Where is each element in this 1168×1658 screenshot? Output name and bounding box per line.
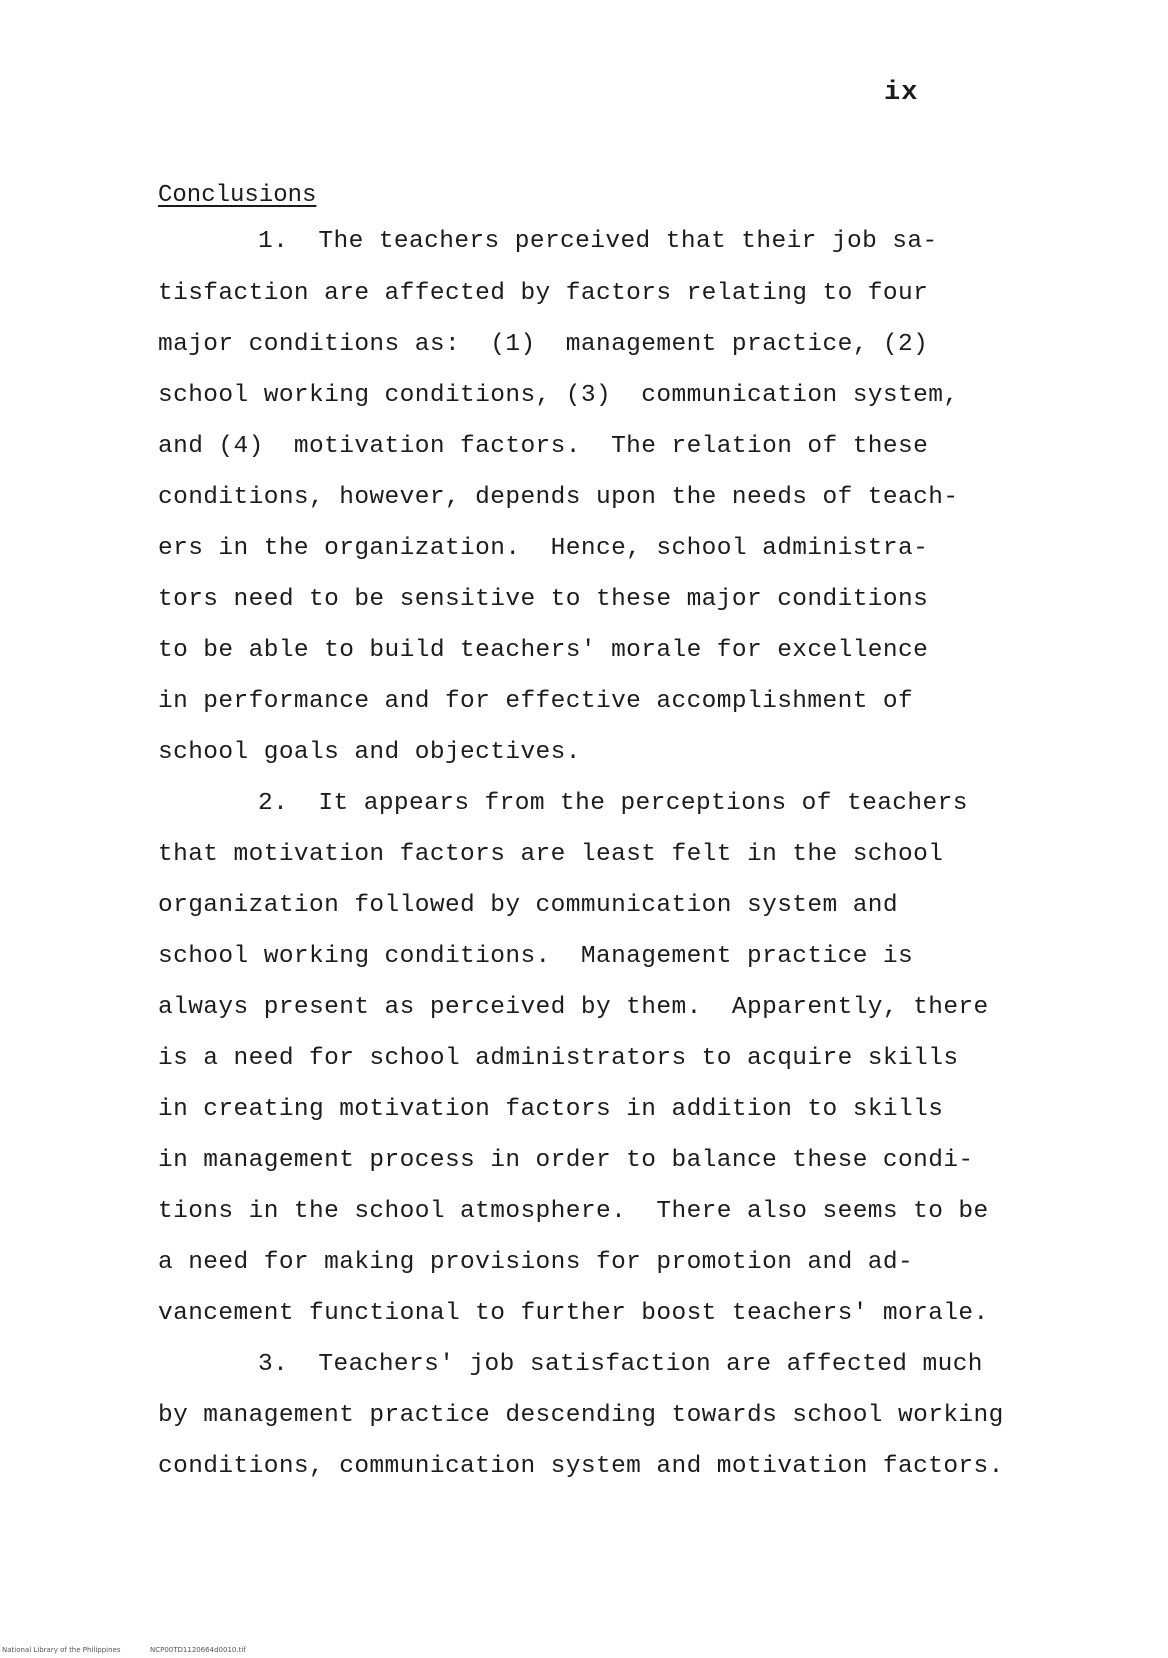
footer-library-name: National Library of the Philippines bbox=[2, 1646, 121, 1654]
paragraph-3-line-1: 3. Teachers' job satisfaction are affected much bbox=[258, 1351, 983, 1378]
paragraph-1-line-2: tisfaction are affected by factors relating to four bbox=[158, 280, 929, 307]
paragraph-1-line-3: major conditions as: (1) management practice, (2) bbox=[158, 331, 929, 358]
paragraph-1-line-9: to be able to build teachers' morale for excellence bbox=[158, 637, 929, 664]
paragraph-2-line-11: vancement functional to further boost teachers' morale. bbox=[158, 1300, 989, 1327]
paragraph-3-line-2: by management practice descending towards school working bbox=[158, 1402, 1004, 1429]
paragraph-2-line-2: that motivation factors are least felt in the school bbox=[158, 841, 944, 868]
paragraph-2-line-4: school working conditions. Management practice is bbox=[158, 943, 914, 970]
footer-file-id: NCP00TD1120664d0010.tif bbox=[150, 1646, 246, 1654]
paragraph-1-line-7: ers in the organization. Hence, school administra- bbox=[158, 535, 929, 562]
paragraph-2-line-6: is a need for school administrators to acquire skills bbox=[158, 1045, 959, 1072]
paragraph-1-line-11: school goals and objectives. bbox=[158, 739, 581, 766]
paragraph-1-line-8: tors need to be sensitive to these major conditions bbox=[158, 586, 929, 613]
paragraph-2-line-1: 2. It appears from the perceptions of teachers bbox=[258, 790, 968, 817]
paragraph-2-line-5: always present as perceived by them. Apparently, there bbox=[158, 994, 989, 1021]
paragraph-2-line-9: tions in the school atmosphere. There also seems to be bbox=[158, 1198, 989, 1225]
paragraph-1-line-10: in performance and for effective accomplishment of bbox=[158, 688, 914, 715]
paragraph-2-line-7: in creating motivation factors in addition to skills bbox=[158, 1096, 944, 1123]
paragraph-1-line-1: 1. The teachers perceived that their job sa- bbox=[258, 228, 938, 255]
paragraph-1-line-4: school working conditions, (3) communication system, bbox=[158, 382, 959, 409]
page-number: ix bbox=[884, 78, 919, 108]
paragraph-3-line-3: conditions, communication system and motivation factors. bbox=[158, 1453, 1004, 1480]
paragraph-2-line-10: a need for making provisions for promotion and ad- bbox=[158, 1249, 914, 1276]
paragraph-2-line-8: in management process in order to balance these condi- bbox=[158, 1147, 974, 1174]
paragraph-1-line-5: and (4) motivation factors. The relation of these bbox=[158, 433, 929, 460]
paragraph-2-line-3: organization followed by communication system and bbox=[158, 892, 899, 919]
paragraph-1-line-6: conditions, however, depends upon the needs of teach- bbox=[158, 484, 959, 511]
section-heading: Conclusions bbox=[158, 182, 317, 209]
